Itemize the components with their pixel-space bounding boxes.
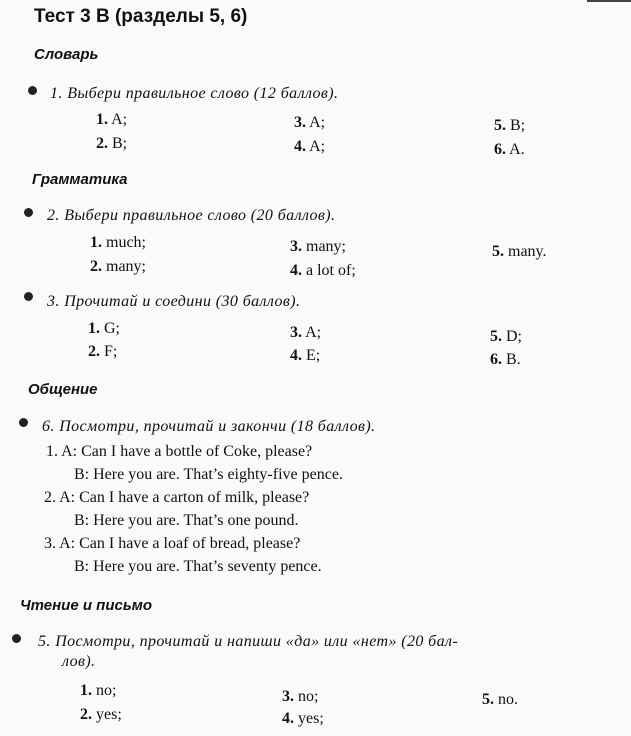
answer-item: 2. F; (88, 343, 118, 360)
task-6: 6. Посмотри, прочитай и закончи (18 баллов). (42, 418, 376, 435)
task-5: 5. Посмотри, прочитай и напиши «да» или «нет» (20 бал- (38, 633, 459, 650)
answer-item: 1. A; (96, 111, 128, 128)
task-2: 2. Выбери правильное слово (20 баллов). (47, 207, 336, 224)
bullet-icon (24, 292, 33, 301)
answer-item: 3. A; (290, 324, 322, 341)
answer-item: 3. no; (282, 688, 319, 705)
dialogue-line-a: 3. A: Can I have a loaf of bread, please? (44, 535, 301, 552)
section-grammar: Грамматика (32, 171, 128, 188)
answer-item: 2. many; (90, 258, 146, 275)
answer-item: 1. no; (80, 682, 117, 699)
answer-item: 3. A; (294, 114, 326, 131)
section-communication: Общение (28, 381, 98, 398)
answer-item: 1. much; (90, 234, 146, 251)
answer-item: 5. no. (482, 691, 518, 708)
task-5-continuation: лов). (62, 653, 96, 670)
section-vocab: Словарь (34, 46, 99, 63)
answer-item: 2. yes; (80, 706, 122, 723)
answer-item: 6. B. (490, 351, 521, 368)
answer-item: 5. many. (492, 243, 547, 260)
answer-item: 4. yes; (282, 710, 324, 727)
answer-item: 4. a lot of; (290, 262, 356, 279)
answer-item: 2. B; (96, 135, 128, 152)
answer-item: 4. E; (290, 347, 321, 364)
answer-item: 5. D; (490, 328, 522, 345)
bullet-icon (24, 208, 33, 217)
answer-item: 1. G; (88, 320, 120, 337)
bullet-icon (28, 86, 37, 95)
dialogue-line-b: B: Here you are. That’s one pound. (74, 512, 299, 529)
bullet-icon (12, 634, 21, 643)
dialogue-line-b: B: Here you are. That’s seventy pence. (74, 558, 322, 575)
top-right-rule (587, 0, 631, 2)
answer-item: 4. A; (294, 138, 326, 155)
answer-item: 5. B; (494, 117, 526, 134)
dialogue-line-a: 1. A: Can I have a bottle of Coke, please? (46, 443, 313, 460)
task-1: 1. Выбери правильное слово (12 баллов). (50, 85, 339, 102)
answer-item: 6. A. (494, 141, 525, 158)
answer-item: 3. many; (290, 238, 346, 255)
dialogue-line-a: 2. A: Can I have a carton of milk, please? (44, 489, 310, 506)
page-title: Тест 3 В (разделы 5, 6) (34, 6, 248, 27)
bullet-icon (19, 418, 28, 427)
section-reading: Чтение и письмо (20, 597, 152, 614)
task-3: 3. Прочитай и соедини (30 баллов). (47, 293, 301, 310)
dialogue-line-b: B: Here you are. That’s eighty-five pence. (74, 466, 343, 483)
